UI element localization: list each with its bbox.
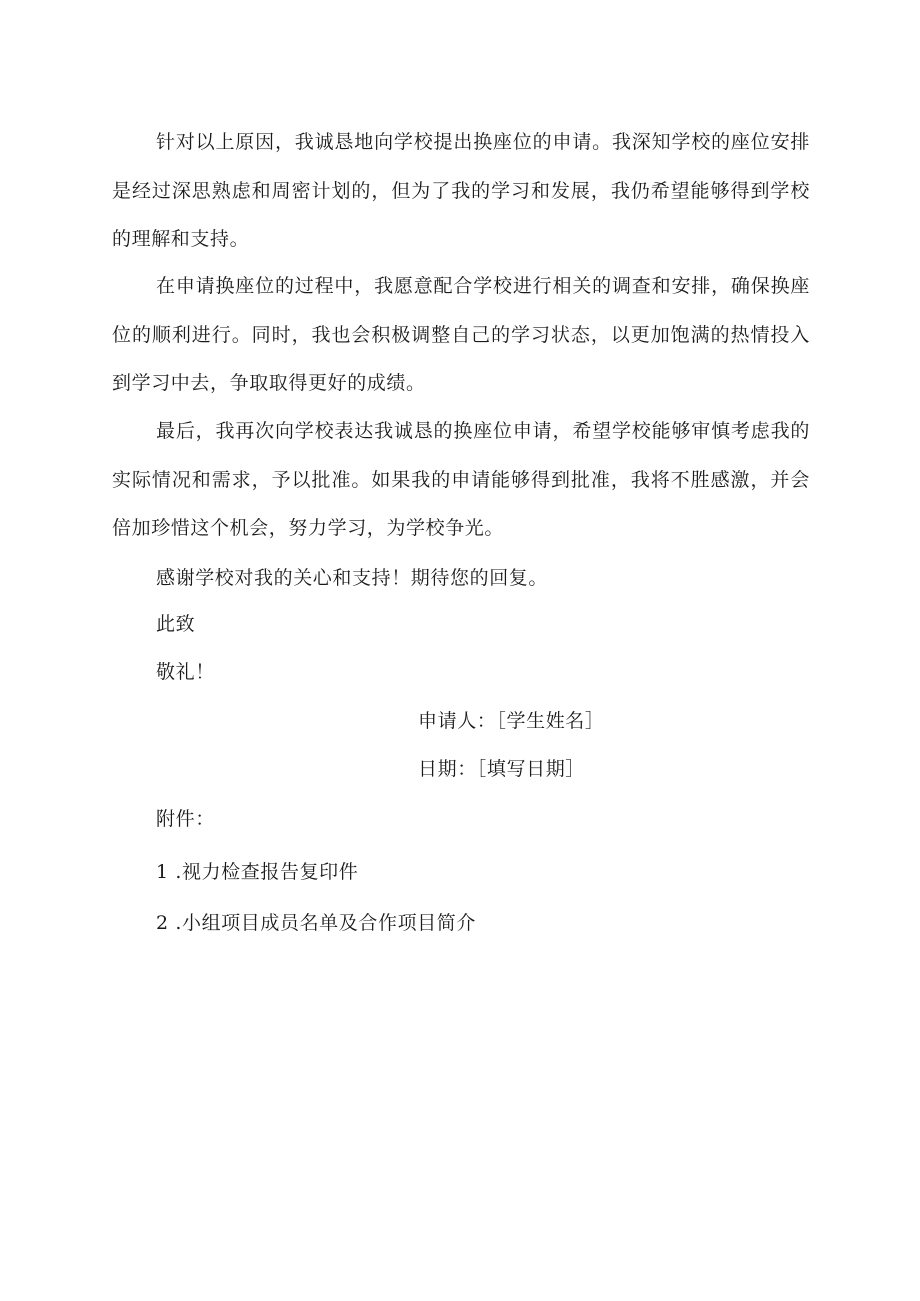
application-date: 日期：［填写日期］ [418,758,585,780]
closing-salutation: 此致 [156,613,196,635]
attachments-label: 附件： [156,808,215,830]
closing-regards: 敬礼！ [156,661,215,683]
body-paragraph: 在申请换座位的过程中，我愿意配合学校进行相关的调查和安排，确保换座位的顺利进行。同时，我也会积极调整自己的学习状态，以更加饱满的热情投入到学习中去，争取取得更好的成绩。 [112,275,810,394]
body-paragraph: 最后，我再次向学校表达我诚恳的换座位申请，希望学校能够审慎考虑我的实际情况和需求，予以批准。如果我的申请能够得到批准，我将不胜感激，并会倍加珍惜这个机会，努力学习，为学校争光。 [112,420,810,539]
attachment-item: 1 .视力检查报告复印件 [156,861,359,883]
applicant-signature: 申请人：［学生姓名］ [418,710,605,732]
body-paragraph: 针对以上原因，我诚恳地向学校提出换座位的申请。我深知学校的座位安排是经过深思熟虑和周密计划的，但为了我的学习和发展，我仍希望能够得到学校的理解和支持。 [112,131,810,250]
thanks-line: 感谢学校对我的关心和支持！期待您的回复。 [156,567,549,589]
attachment-item: 2 .小组项目成员名单及合作项目简介 [156,912,476,934]
